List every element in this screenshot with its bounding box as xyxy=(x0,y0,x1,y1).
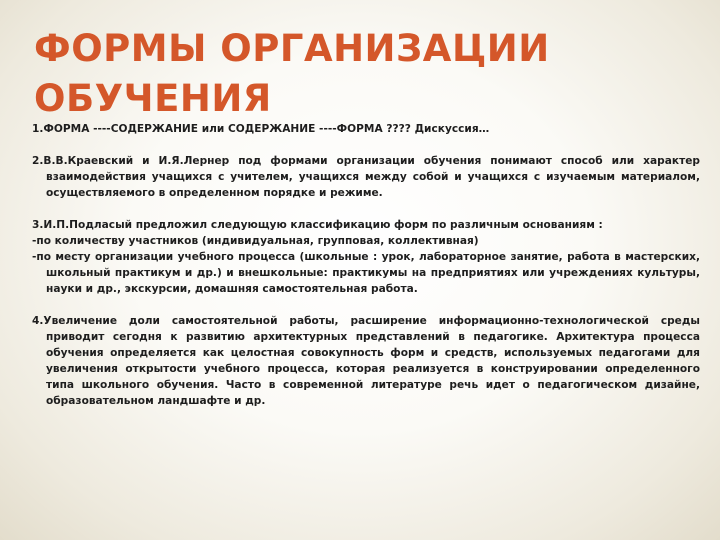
paragraph-form-content: 1.ФОРМА ----СОДЕРЖАНИЕ или СОДЕРЖАНИЕ ----ФОРМА ???? Дискуссия… xyxy=(32,123,490,135)
spacer xyxy=(32,137,700,153)
paragraph-podlasy: 3.И.П.Подласый предложил следующую классификацию форм по различным основаниям : xyxy=(32,219,603,231)
slide-title: ФОРМЫ ОРГАНИЗАЦИИ ОБУЧЕНИЯ xyxy=(34,27,550,120)
paragraph-by-place: -по месту организации учебного процесса (школьные : урок, лабораторное занятие, работа в мастерских, школьный практикум и др.) и внешкольные: практикумы на предприятиях или учреждениях культуры, науки и др., экскурсии, домашняя самостоятельная работа. xyxy=(32,251,700,295)
paragraph-by-participants: -по количеству участников (индивидуальная, групповая, коллективная) xyxy=(32,235,479,247)
paragraph-architecture: 4.Увеличение доли самостоятельной работы, расширение информационно-технологической среды приводит сегодня к развитию архитектурных представлений в педагогике. Архитектура процесса обучения определяется как целостная совокупность форм и средств, используемых педагогами для увеличения открытости учебного процесса, которая реализуется в конструировании определенного типа школьного обучения. Часто в современной литературе речь идет о педагогическом дизайне, образовательном ландшафте и др. xyxy=(32,315,700,407)
spacer xyxy=(32,201,700,217)
spacer xyxy=(32,297,700,313)
slide-content xyxy=(32,121,700,409)
paragraph-kraevsky-lerner: 2.В.В.Краевский и И.Я.Лернер под формами организации обучения понимают способ или характер взаимодействия учащихся с учителем, учащихся между собой и учащихся с изучаемым материалом, осуществляемого в определенном порядке и режиме. xyxy=(32,155,700,199)
